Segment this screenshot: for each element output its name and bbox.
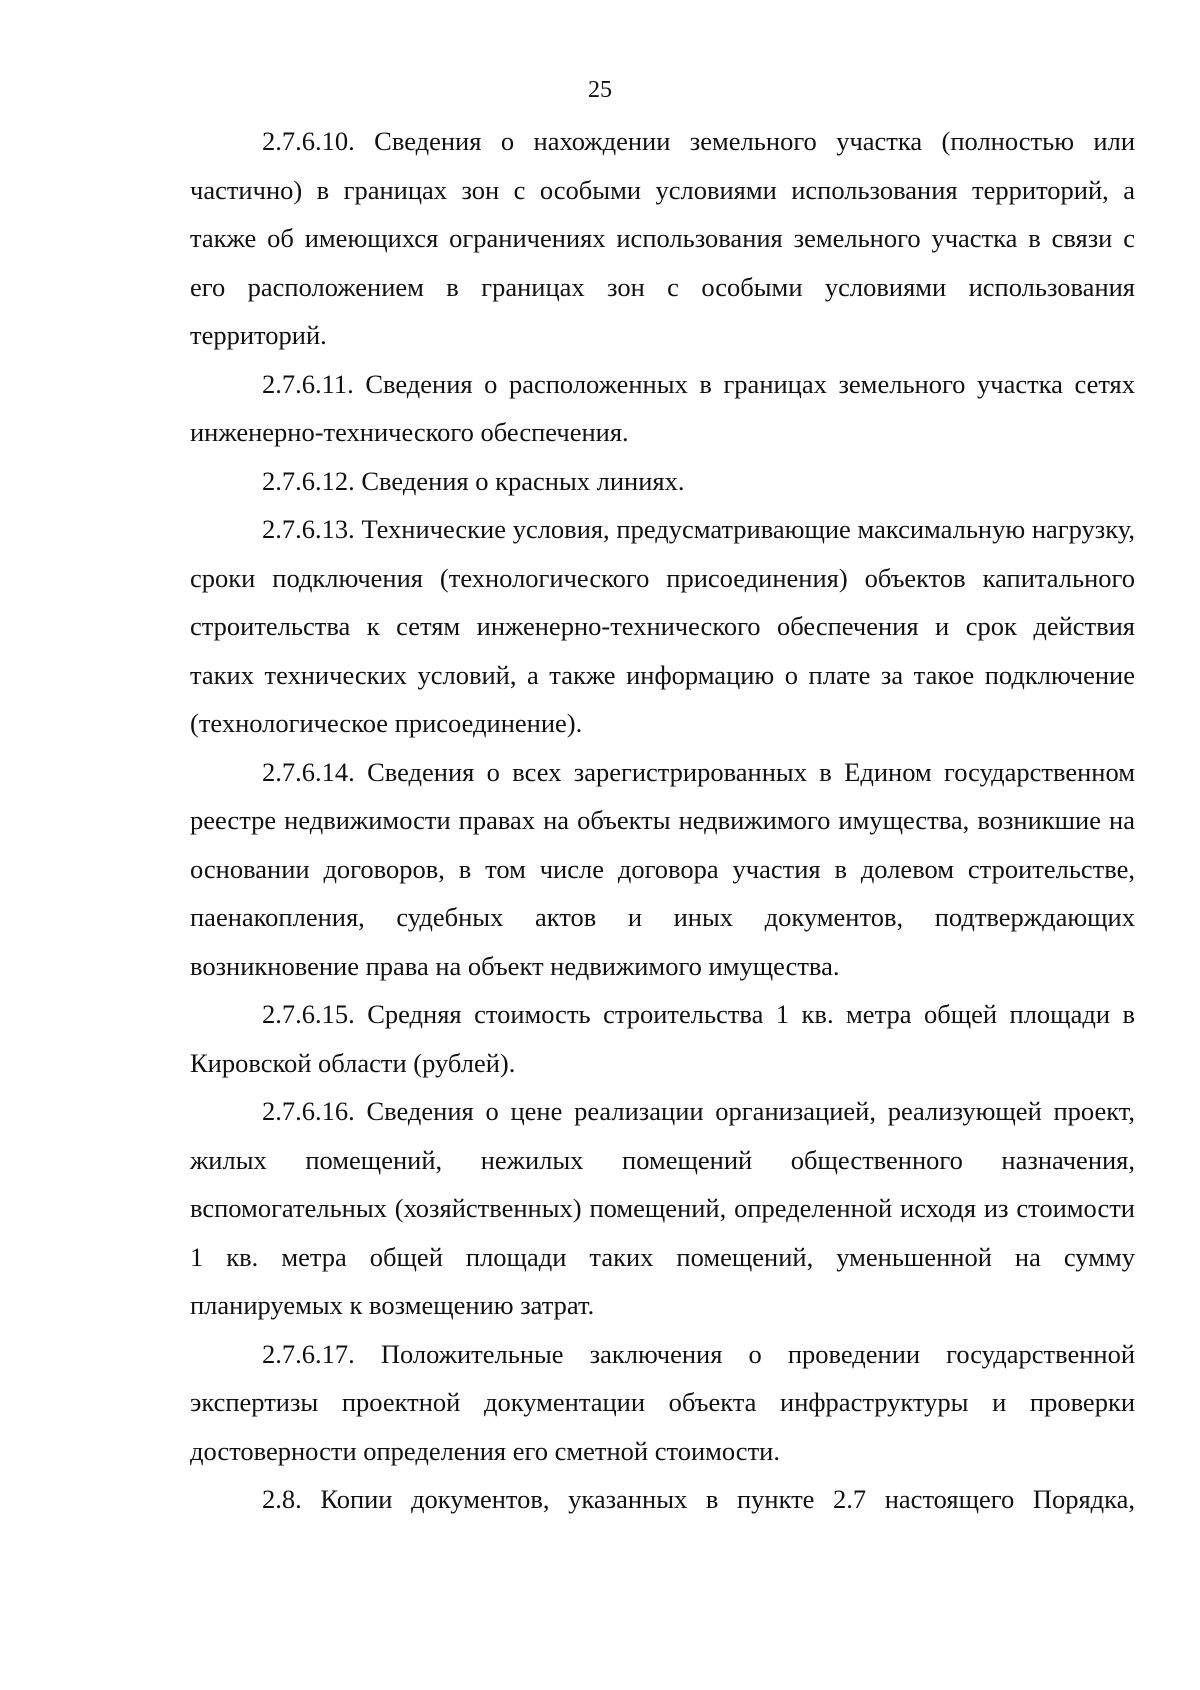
document-body	[190, 117, 1135, 1524]
paragraph-2-7-6-16: 2.7.6.16. Сведения о цене реализации организацией, реализующей проект, жилых помещений, нежилых помещений общественного назначения, вспомогательных (хозяйственных) помещений, определенной исходя из стоимости 1 кв. метра общей площади таких помещений, уменьшенной на сумму планируемых к возмещению затрат.	[190, 1096, 1135, 1320]
paragraph-2-7-6-11: 2.7.6.11. Сведения о расположенных в границах земельного участка сетях инженерно-технического обеспечения.	[190, 368, 1135, 447]
paragraph-2-7-6-12: 2.7.6.12. Сведения о красных линиях.	[262, 465, 685, 496]
paragraph-2-7-6-17: 2.7.6.17. Положительные заключения о проведении государственной экспертизы проектной документации объекта инфраструктуры и проверки достоверности определения его сметной стоимости.	[190, 1338, 1135, 1466]
paragraph-2-7-6-13: 2.7.6.13. Технические условия, предусматривающие максимальную нагрузку, сроки подключения (технологического присоединения) объектов капитального строительства к сетям инженерно-технического обеспечения и срок действия таких технических условий, а также информацию о плате за такое подключение (технологическое присоединение).	[190, 514, 1135, 738]
page-number: 25	[588, 77, 612, 103]
paragraph-2-7-6-10: 2.7.6.10. Сведения о нахождении земельного участка (полностью или частично) в границах зон с особыми условиями использования территорий, а также об имеющихся ограничениях использования земельного участка в связи с его расположением в границах зон с особыми условиями использования территорий.	[190, 126, 1135, 350]
paragraph-2-7-6-14: 2.7.6.14. Сведения о всех зарегистрированных в Едином государственном реестре недвижимости правах на объекты недвижимого имущества, возникшие на основании договоров, в том числе договора участия в долевом строительстве, паенакопления, судебных актов и иных документов, подтверждающих возникновение права на объект недвижимого имущества.	[190, 756, 1135, 981]
paragraph-2-7-6-15: 2.7.6.15. Средняя стоимость строительства 1 кв. метра общей площади в Кировской области (рублей).	[190, 999, 1135, 1078]
paragraph-2-8: 2.8. Копии документов, указанных в пункте 2.7 настоящего Порядка,	[262, 1484, 1135, 1514]
